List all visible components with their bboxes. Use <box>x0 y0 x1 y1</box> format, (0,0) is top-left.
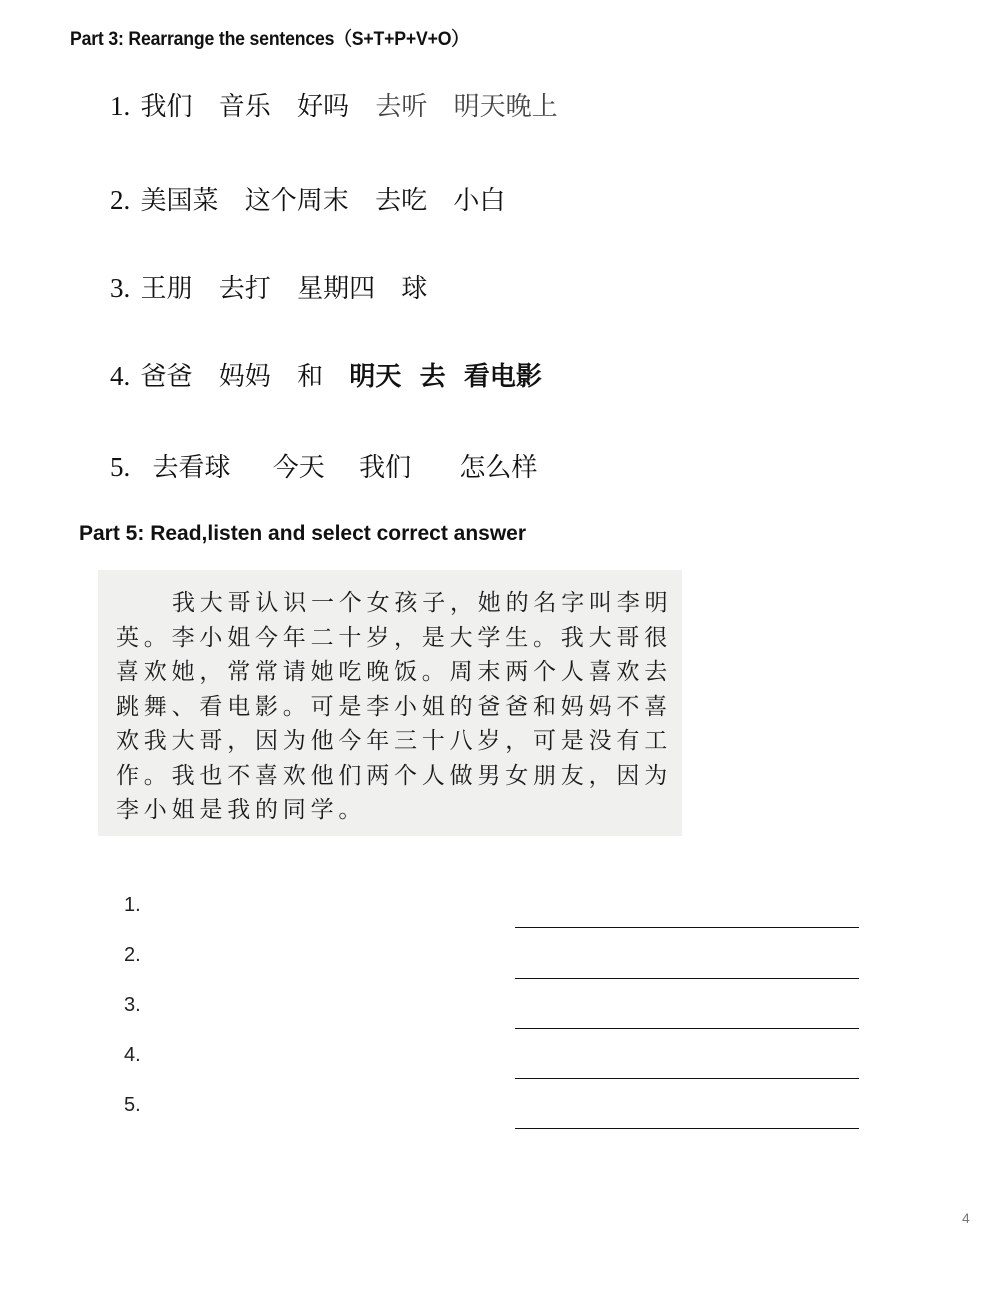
sentence-4 <box>110 356 560 393</box>
answer-line-1[interactable] <box>515 927 859 928</box>
answer-line-4[interactable] <box>515 1078 859 1079</box>
answer-line-2[interactable] <box>515 978 859 979</box>
word: 看电影 <box>463 362 542 392</box>
word: 好吗 <box>297 92 350 122</box>
passage-line: 我大哥认识一个女孩子，她的名字叫李明 <box>172 590 673 616</box>
reading-passage-image <box>98 570 682 836</box>
page-number: 4 <box>962 1210 970 1226</box>
passage-line: 李小姐是我的同学。 <box>116 797 367 823</box>
word: 美国菜 <box>140 186 219 216</box>
question-number-1: 1. <box>124 894 141 916</box>
question-number-4: 4. <box>124 1044 141 1066</box>
word: 星期四 <box>297 274 376 304</box>
answer-line-5[interactable] <box>515 1128 859 1129</box>
part5-title: Part 5: Read,listen and select correct answer <box>79 522 527 545</box>
passage-line: 跳舞、看电影。可是李小姐的爸爸和妈妈不喜 <box>116 693 672 720</box>
sentence-2 <box>110 180 523 217</box>
sentence-1 <box>110 86 576 123</box>
word: 王朋 <box>140 274 193 304</box>
word: 去吃 <box>375 186 428 216</box>
word: 去打 <box>218 274 271 304</box>
sentence-number: 4. <box>110 361 131 391</box>
passage-line: 作。我也不喜欢他们两个人做男女朋友，因为 <box>116 762 672 789</box>
word: 今天 <box>272 453 325 483</box>
sentence-number: 3. <box>110 273 131 303</box>
sentence-3 <box>110 268 445 305</box>
sentence-5 <box>110 447 555 484</box>
word: 明天晚上 <box>453 92 558 122</box>
word: 音乐 <box>218 92 271 122</box>
passage-line: 英。李小姐今年二十岁，是大学生。我大哥很 <box>116 624 672 651</box>
word: 小白 <box>453 186 506 216</box>
word: 我们 <box>359 453 412 483</box>
passage-line: 欢我大哥，因为他今年三十八岁，可是没有工 <box>116 728 672 754</box>
word: 妈妈 <box>218 362 271 392</box>
word: 去看球 <box>152 453 231 483</box>
sentence-number: 5. <box>110 452 131 482</box>
sentence-number: 2. <box>110 185 131 215</box>
passage-line: 喜欢她，常常请她吃晚饭。周末两个人喜欢去 <box>116 659 672 685</box>
reading-passage <box>116 586 676 828</box>
word: 去听 <box>375 92 428 122</box>
sentence-number: 1. <box>110 91 131 121</box>
answer-line-3[interactable] <box>515 1028 859 1029</box>
question-number-5: 5. <box>124 1094 141 1116</box>
word: 怎么样 <box>459 453 538 483</box>
question-number-3: 3. <box>124 994 141 1016</box>
word: 去 <box>419 362 446 392</box>
word: 这个周末 <box>244 186 349 216</box>
word: 爸爸 <box>140 362 193 392</box>
part3-title: Part 3: Rearrange the sentences（S+T+P+V+O） <box>70 29 469 50</box>
word: 和 <box>297 362 324 392</box>
word: 我们 <box>140 92 193 122</box>
word: 球 <box>401 274 428 304</box>
question-number-2: 2. <box>124 944 141 966</box>
word: 明天 <box>349 362 402 392</box>
